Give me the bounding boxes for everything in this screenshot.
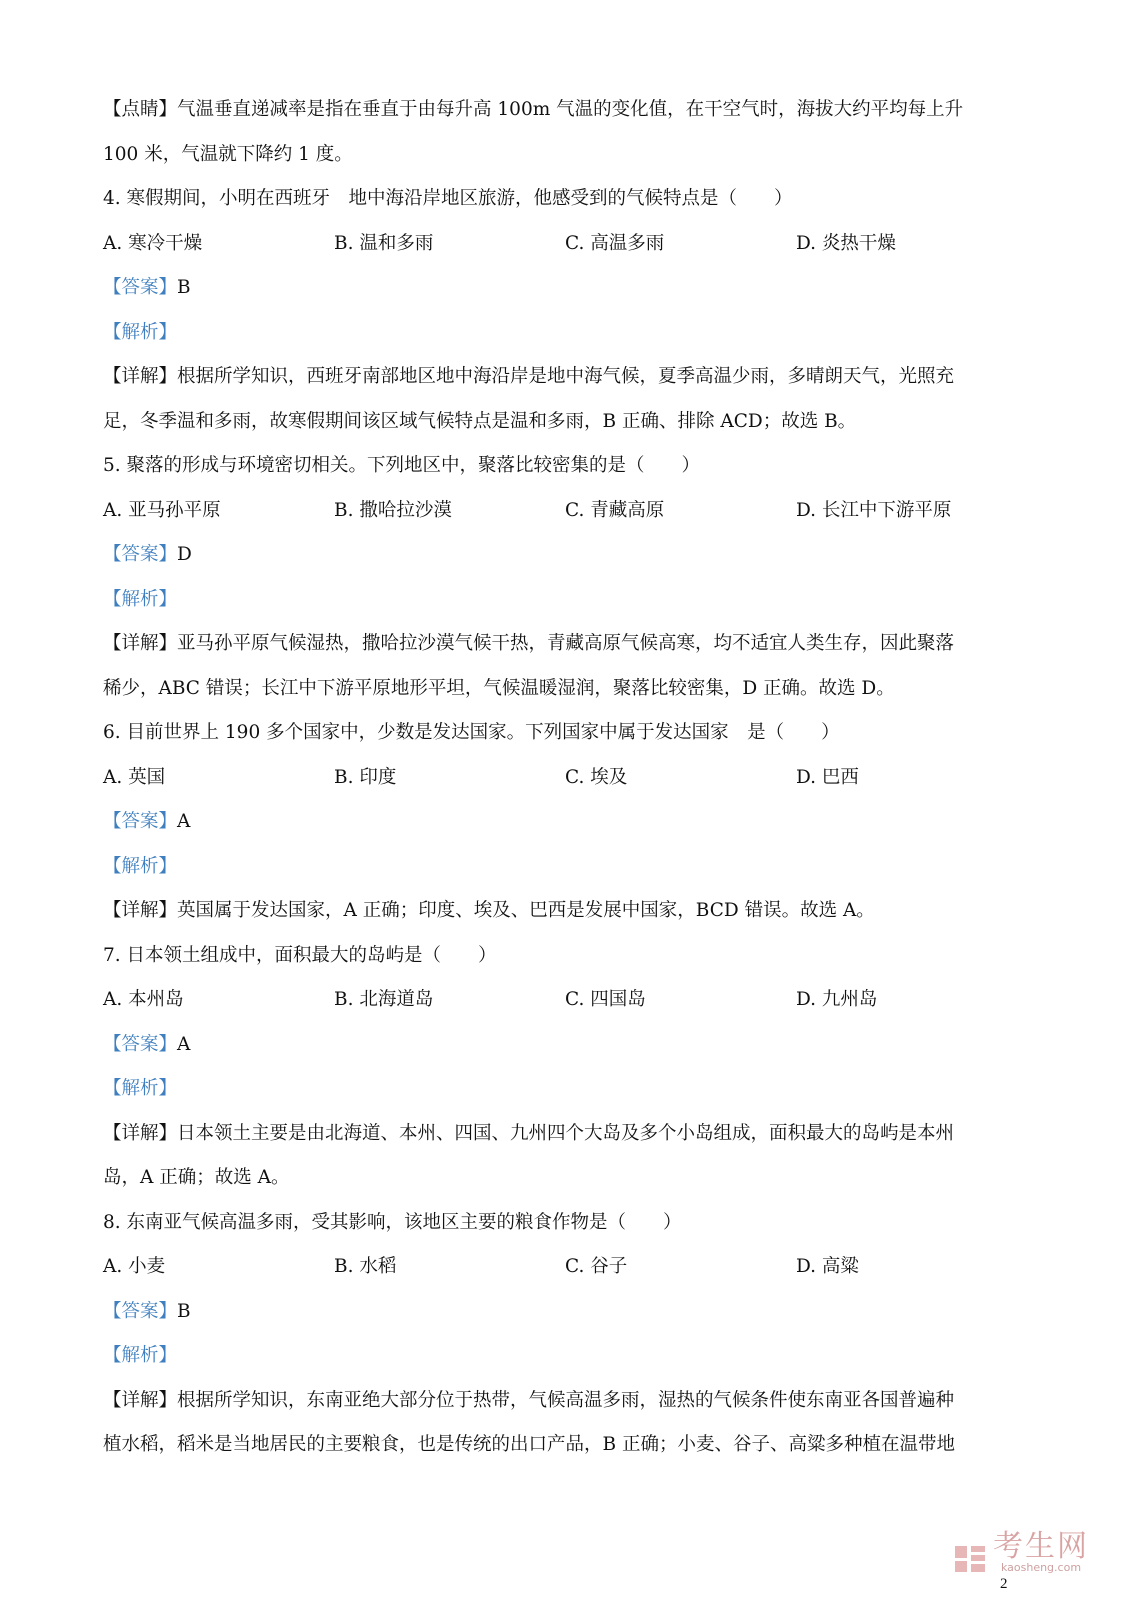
doc-line-analysis xyxy=(103,1334,1033,1379)
doc-line-question xyxy=(103,1201,1033,1246)
section-tag: 【解析】 xyxy=(103,321,178,343)
section-tag: 【详解】 xyxy=(103,366,178,387)
line-text: A xyxy=(177,1033,191,1055)
doc-line-answer xyxy=(103,800,1033,845)
option-item: D. 炎热干燥 xyxy=(796,232,896,254)
watermark xyxy=(953,1529,1089,1574)
doc-line-question xyxy=(103,177,1033,222)
line-text: 英国属于发达国家，A 正确；印度、埃及、巴西是发展中国家，BCD 错误。故选 A。 xyxy=(177,900,875,921)
doc-line-text xyxy=(103,400,1033,445)
option-item: A. 寒冷干燥 xyxy=(103,232,203,254)
doc-line-answer xyxy=(103,266,1033,311)
doc-line-tip xyxy=(103,88,1033,133)
document-body xyxy=(103,88,1033,1468)
section-tag: 【详解】 xyxy=(103,900,178,921)
option-item: B. 印度 xyxy=(334,766,397,788)
section-tag: 【答案】 xyxy=(103,811,178,832)
line-text: 8. 东南亚气候高温多雨，受其影响，该地区主要的粮食作物是（ ） xyxy=(103,1211,682,1233)
doc-line-text xyxy=(103,133,1033,178)
doc-line-text xyxy=(103,1156,1033,1201)
section-tag: 【解析】 xyxy=(103,588,178,610)
line-text: 7. 日本领土组成中，面积最大的岛屿是（ ） xyxy=(103,944,497,966)
line-text: 5. 聚落的形成与环境密切相关。下列地区中，聚落比较密集的是（ ） xyxy=(103,455,701,476)
doc-line-question xyxy=(103,711,1033,756)
doc-line-detail xyxy=(103,355,1033,400)
option-item: B. 水稻 xyxy=(334,1256,397,1277)
doc-line-options xyxy=(103,222,1033,267)
option-item: D. 高粱 xyxy=(796,1256,859,1277)
section-tag: 【解析】 xyxy=(103,855,178,877)
section-tag: 【详解】 xyxy=(103,633,178,654)
option-item: D. 九州岛 xyxy=(796,989,878,1010)
doc-line-options xyxy=(103,1245,1033,1290)
doc-line-detail xyxy=(103,622,1033,667)
doc-line-options xyxy=(103,756,1033,801)
option-item: D. 巴西 xyxy=(796,766,859,788)
line-text: 根据所学知识，西班牙南部地区地中海沿岸是地中海气候，夏季高温少雨，多晴朗天气，光照充 xyxy=(177,366,955,387)
doc-line-text xyxy=(103,667,1033,712)
doc-line-question xyxy=(103,444,1033,489)
option-item: C. 高温多雨 xyxy=(565,232,665,254)
line-text: 6. 目前世界上 190 多个国家中，少数是发达国家。下列国家中属于发达国家 是（ ） xyxy=(103,722,840,743)
line-text: 气温垂直递减率是指在垂直于由每升高 100m 气温的变化值，在干空气时，海拔大约平均每上升 xyxy=(177,99,964,120)
line-text: B xyxy=(177,1300,191,1322)
option-item: A. 英国 xyxy=(103,766,166,788)
doc-line-question xyxy=(103,934,1033,979)
line-text: A xyxy=(177,811,191,832)
doc-line-detail xyxy=(103,1379,1033,1424)
watermark-url: kaosheng.com xyxy=(1000,1561,1082,1574)
doc-line-detail xyxy=(103,1112,1033,1157)
line-text: 岛，A 正确；故选 A。 xyxy=(103,1167,290,1188)
line-text: 日本领土主要是由北海道、本州、四国、九州四个大岛及多个小岛组成，面积最大的岛屿是本州 xyxy=(177,1122,955,1144)
section-tag: 【答案】 xyxy=(103,1033,178,1055)
line-text: 足，冬季温和多雨，故寒假期间该区域气候特点是温和多雨，B 正确、排除 ACD；故选 B。 xyxy=(103,410,857,432)
option-item: C. 埃及 xyxy=(565,766,628,788)
line-text: 100 米，气温就下降约 1 度。 xyxy=(103,143,353,165)
section-tag: 【详解】 xyxy=(103,1122,178,1144)
doc-line-analysis xyxy=(103,1067,1033,1112)
doc-line-answer xyxy=(103,533,1033,578)
doc-line-answer xyxy=(103,1290,1033,1335)
line-text: 4. 寒假期间，小明在西班牙 地中海沿岸地区旅游，他感受到的气候特点是（ ） xyxy=(103,188,793,209)
option-item: A. 本州岛 xyxy=(103,989,184,1010)
section-tag: 【答案】 xyxy=(103,277,178,298)
section-tag: 【答案】 xyxy=(103,1300,178,1322)
option-item: B. 温和多雨 xyxy=(334,232,434,254)
section-tag: 【答案】 xyxy=(103,544,178,565)
line-text: 植水稻，稻米是当地居民的主要粮食，也是传统的出口产品，B 正确；小麦、谷子、高粱多种植在温带地 xyxy=(103,1434,955,1455)
line-text: 根据所学知识，东南亚绝大部分位于热带，气候高温多雨，湿热的气候条件使东南亚各国普遍种 xyxy=(177,1389,955,1411)
line-text: 亚马孙平原气候湿热，撒哈拉沙漠气候干热，青藏高原气候高寒，均不适宜人类生存，因此聚落 xyxy=(177,633,955,654)
option-item: A. 小麦 xyxy=(103,1256,166,1277)
doc-line-analysis xyxy=(103,311,1033,356)
option-item: D. 长江中下游平原 xyxy=(796,499,952,521)
doc-line-options xyxy=(103,489,1033,534)
page-number: 2 xyxy=(1000,1576,1008,1592)
doc-line-detail xyxy=(103,889,1033,934)
doc-line-text xyxy=(103,1423,1033,1468)
doc-line-analysis xyxy=(103,845,1033,890)
watermark-name: 考生网 xyxy=(993,1529,1089,1564)
option-item: C. 四国岛 xyxy=(565,989,646,1010)
option-item: C. 谷子 xyxy=(565,1256,628,1277)
kaosheng-logo-icon xyxy=(953,1544,987,1574)
option-item: C. 青藏高原 xyxy=(565,499,665,521)
line-text: 稀少，ABC 错误；长江中下游平原地形平坦，气候温暖湿润，聚落比较密集，D 正确。故选 D。 xyxy=(103,677,895,699)
section-tag: 【解析】 xyxy=(103,1078,178,1099)
line-text: B xyxy=(177,277,191,298)
option-item: B. 北海道岛 xyxy=(334,989,434,1010)
doc-line-analysis xyxy=(103,578,1033,623)
section-tag: 【点睛】 xyxy=(103,99,178,120)
doc-line-answer xyxy=(103,1023,1033,1068)
section-tag: 【解析】 xyxy=(103,1345,178,1366)
option-item: A. 亚马孙平原 xyxy=(103,499,221,521)
line-text: D xyxy=(177,544,192,565)
doc-line-options xyxy=(103,978,1033,1023)
section-tag: 【详解】 xyxy=(103,1389,178,1411)
option-item: B. 撒哈拉沙漠 xyxy=(334,499,452,521)
